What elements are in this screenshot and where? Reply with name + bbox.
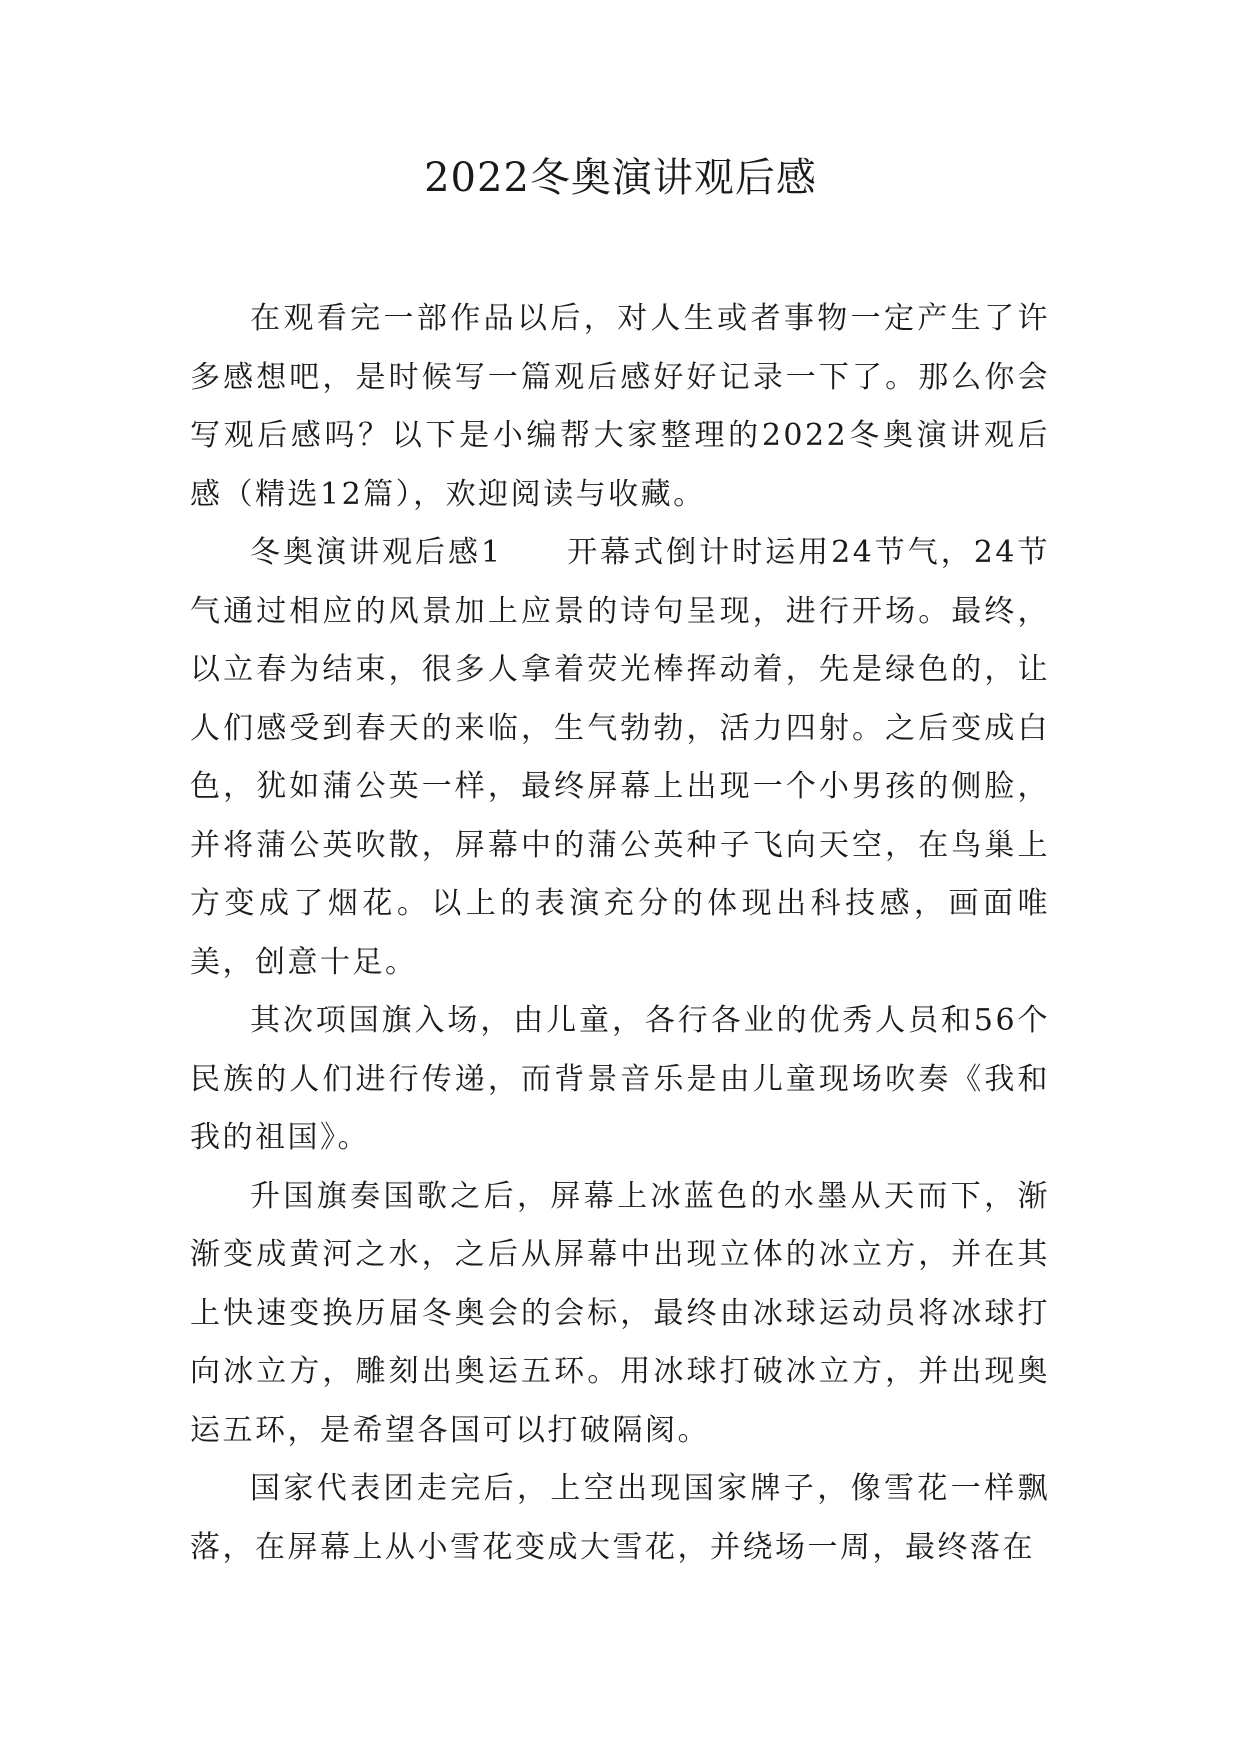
document-title: 2022冬奥演讲观后感 — [424, 155, 817, 201]
delegation-paragraph: 国家代表团走完后，上空出现国家牌子，像雪花一样飘落，在屏幕上从小雪花变成大雪花，并绕场一周，最终落在 — [190, 1471, 1050, 1565]
section-1-text: 开幕式倒计时运用24节气，24节气通过相应的风景加上应景的诗句呈现，进行开场。最终，以立春为结束，很多人拿着荧光棒挥动着，先是绿色的，让人们感受到春天的来临，生气勃勃，活力四射。之后变成白色，犹如蒲公英一样，最终屏幕上出现一个小男孩的侧脸，并将蒲公英吹散，屏幕中的蒲公英种子飞向天空，在鸟巢上方变成了烟花。以上的表演充分的体现出科技感，画面唯美，创意十足。 — [190, 535, 1050, 980]
anthem-paragraph: 升国旗奏国歌之后，屏幕上冰蓝色的水墨从天而下，渐渐变成黄河之水，之后从屏幕中出现立体的冰立方，并在其上快速变换历届冬奥会的会标，最终由冰球运动员将冰球打向冰立方，雕刻出奥运五环。用冰球打破冰立方，并出现奥运五环，是希望各国可以打破隔阂。 — [190, 1178, 1050, 1448]
intro-paragraph: 在观看完一部作品以后，对人生或者事物一定产生了许多感想吧，是时候写一篇观后感好好记录一下了。那么你会写观后感吗？以下是小编帮大家整理的2022冬奥演讲观后感（精选12篇），欢迎阅读与收藏。 — [190, 301, 1050, 512]
flag-paragraph: 其次项国旗入场，由儿童，各行各业的优秀人员和56个民族的人们进行传递，而背景音乐是由儿童现场吹奏《我和我的祖国》。 — [190, 1003, 1050, 1155]
section-1-paragraph — [190, 524, 1050, 992]
section-heading: 冬奥演讲观后感1 — [250, 535, 503, 570]
document-body — [190, 290, 1050, 1577]
